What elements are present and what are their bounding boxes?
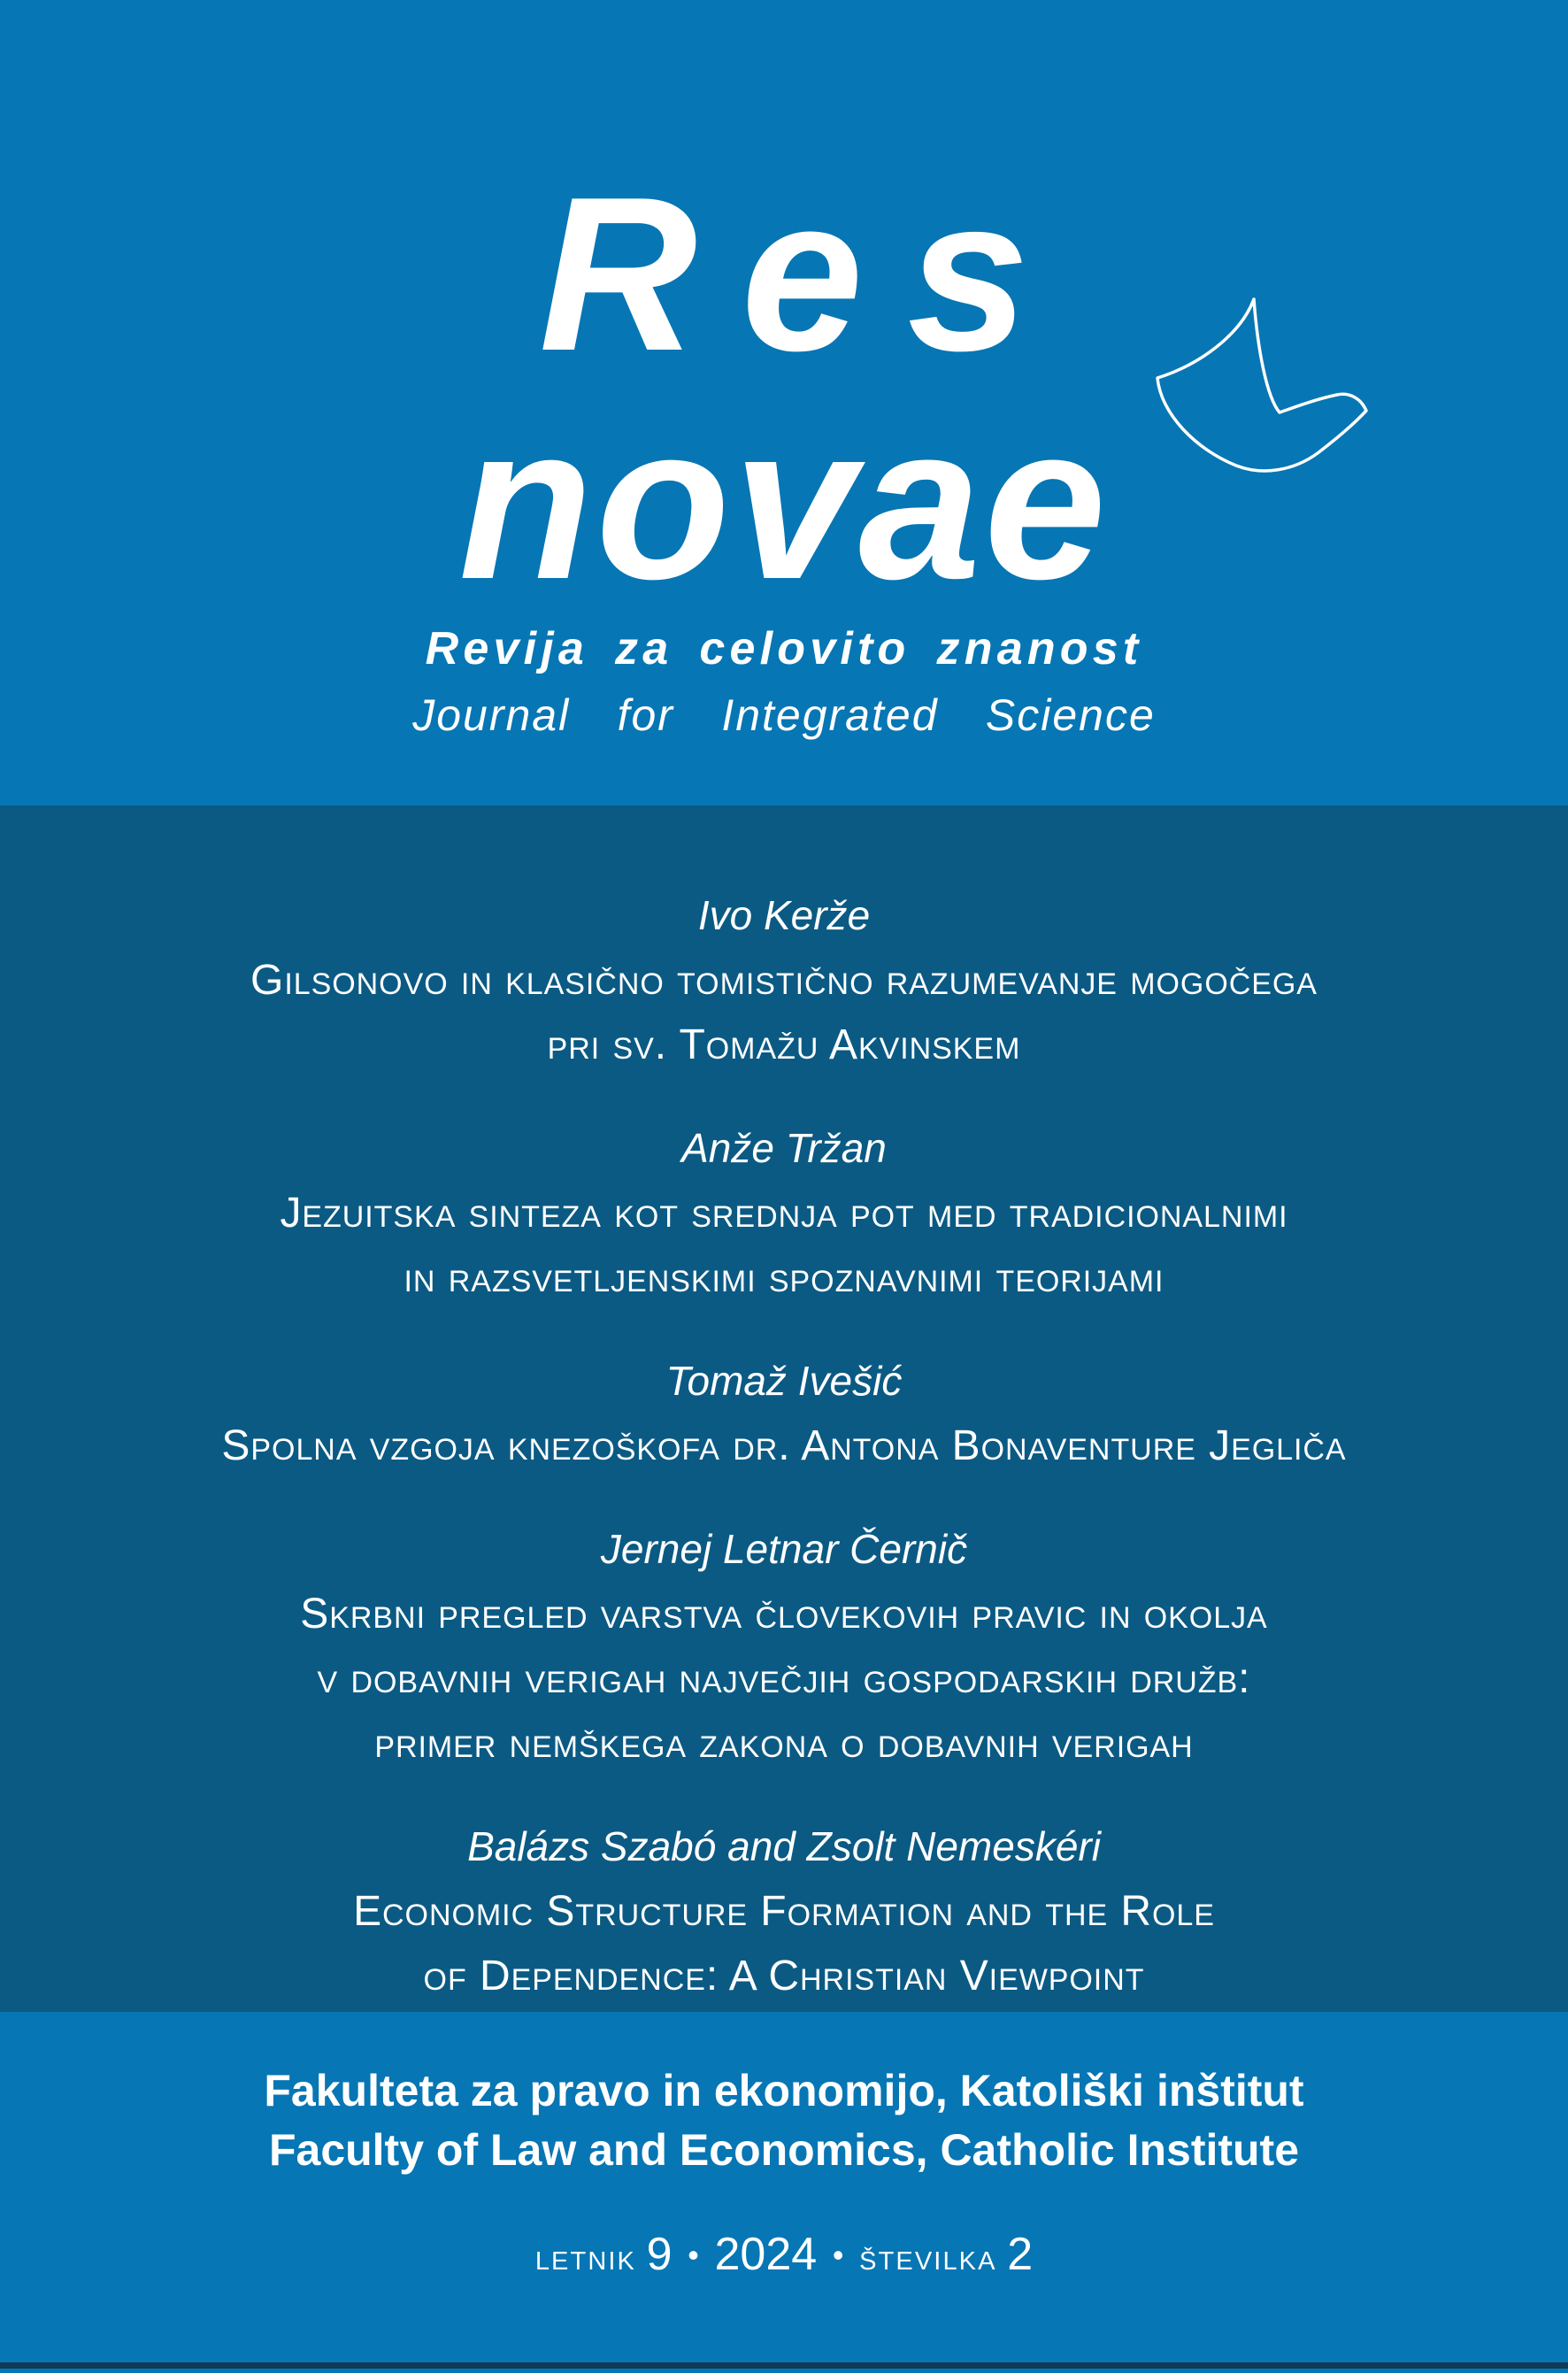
article-title-line: primer nemškega zakona o dobavnih verigah (374, 1720, 1194, 1767)
table-of-contents (0, 805, 1568, 2012)
publisher-english: Faculty of Law and Economics, Catholic Institute (268, 2125, 1300, 2175)
number-label: številka (859, 2236, 997, 2277)
article-entry-5 (0, 1814, 1568, 2008)
article-title-line: Gilsonovo in klasično tomistično razumevanje mogočega (250, 957, 1318, 1004)
dove-icon (1133, 266, 1442, 531)
volume-label: letnik (534, 2236, 636, 2277)
article-title-line: Skrbni pregled varstva človekovih pravic in okolja (300, 1591, 1268, 1637)
publisher-slovenian: Fakulteta za pravo in ekonomijo, Katoliški inštitut (264, 2066, 1304, 2115)
article-title-line: in razsvetljenskimi spoznavnimi teorijami (404, 1254, 1164, 1301)
journal-subtitle-slovenian: Revija za celovito znanost (425, 623, 1143, 674)
article-title-line: Spolna vzgoja knezoškofa dr. Antona Bonaventure Jegliča (221, 1422, 1347, 1469)
article-author: Anže Tržan (681, 1125, 887, 1171)
footer (0, 2012, 1568, 2362)
article-entry-3 (0, 1349, 1568, 1478)
masthead (0, 0, 1568, 805)
article-author: Ivo Kerže (697, 892, 871, 938)
bullet-separator: • (832, 2237, 844, 2273)
article-title-line: v dobavnih verigah največjih gospodarskih družb: (317, 1655, 1251, 1702)
article-title-line: pri sv. Tomažu Akvinskem (547, 1021, 1021, 1068)
article-author: Tomaž Ivešić (665, 1358, 903, 1404)
article-title-line: Jezuitska sinteza kot srednja pot med tradicionalnimi (280, 1190, 1288, 1237)
issue-year: 2024 (714, 2229, 818, 2280)
volume-number: 9 (646, 2229, 673, 2280)
journal-title-line1: Res (538, 150, 1073, 397)
bottom-edge-strip (0, 2362, 1568, 2369)
article-author: Balázs Szabó and Zsolt Nemeskéri (467, 1823, 1101, 1869)
article-title-line: Economic Structure Formation and the Role (353, 1888, 1215, 1935)
issue-number: 2 (1007, 2229, 1034, 2280)
article-entry-1 (0, 883, 1568, 1077)
issue-info (0, 2228, 1568, 2281)
journal-subtitle-english: Journal for Integrated Science (412, 690, 1156, 740)
article-title-line: of Dependence: A Christian Viewpoint (423, 1953, 1145, 1999)
bullet-separator: • (688, 2237, 699, 2273)
article-entry-2 (0, 1116, 1568, 1310)
journal-title-line2: novae (458, 379, 1110, 625)
article-author: Jernej Letnar Černič (600, 1526, 968, 1572)
article-entry-4 (0, 1517, 1568, 1776)
